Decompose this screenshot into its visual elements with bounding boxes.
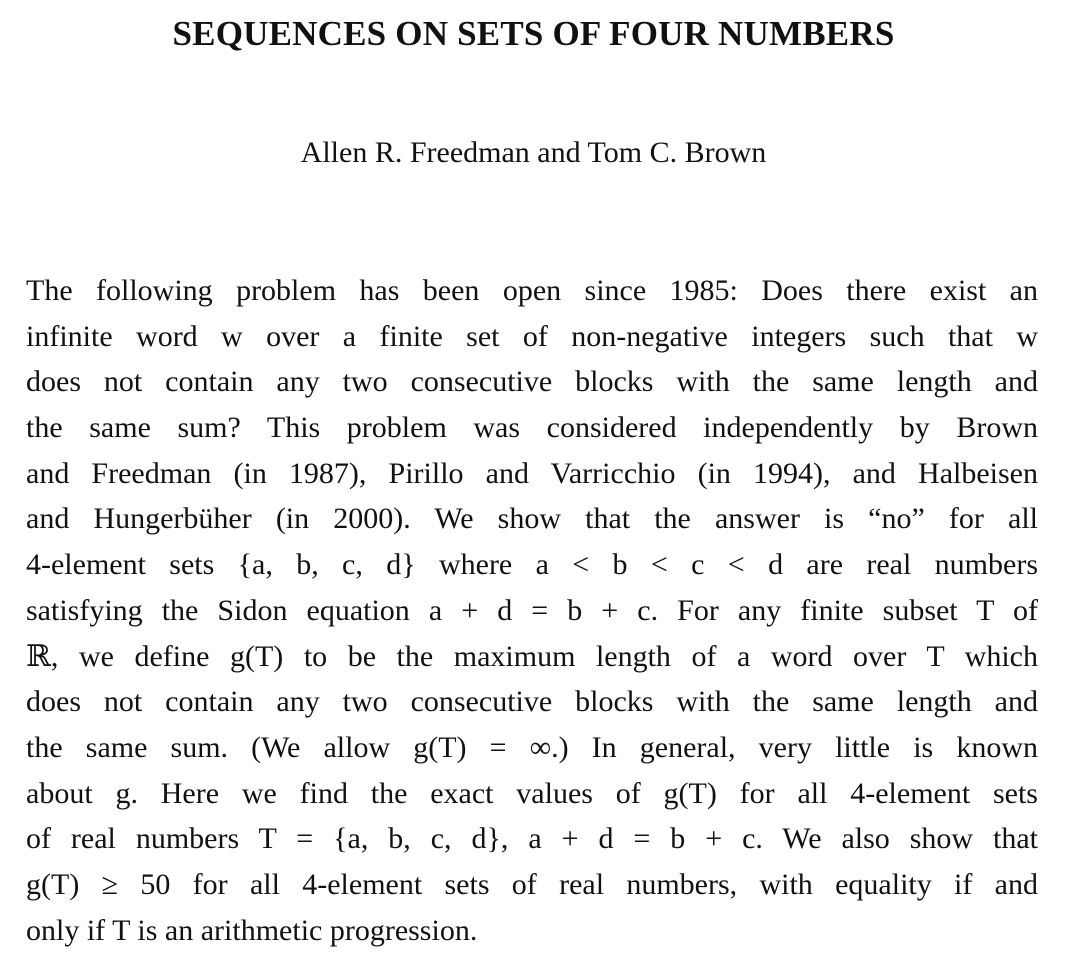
abstract-line: of real numbers T = {a, b, c, d}, a + d = b + c. We also show that — [26, 822, 1038, 856]
paper-title: SEQUENCES ON SETS OF FOUR NUMBERS — [172, 14, 895, 53]
abstract-line: infinite word w over a finite set of non-negative integers such that w — [26, 319, 1038, 353]
abstract-line: satisfying the Sidon equation a + d = b + c. For any finite subset T of — [26, 593, 1038, 627]
abstract — [26, 268, 1038, 953]
abstract-line: does not contain any two consecutive blocks with the same length and — [26, 685, 1038, 719]
abstract-line: and Freedman (in 1987), Pirillo and Varricchio (in 1994), and Halbeisen — [26, 456, 1038, 490]
abstract-line: about g. Here we find the exact values of g(T) for all 4-element sets — [26, 776, 1038, 810]
abstract-line: The following problem has been open since 1985: Does there exist an — [26, 274, 1038, 307]
abstract-line: and Hungerbüher (in 2000). We show that the answer is “no” for all — [26, 502, 1038, 536]
abstract-line: the same sum? This problem was considered independently by Brown — [26, 411, 1038, 445]
abstract-line: g(T) ≥ 50 for all 4-element sets of real numbers, with equality if and — [26, 867, 1038, 901]
paper-authors: Allen R. Freedman and Tom C. Brown — [300, 136, 767, 169]
abstract-line: does not contain any two consecutive blocks with the same length and — [26, 365, 1038, 399]
abstract-line: only if T is an arithmetic progression. — [26, 913, 478, 947]
abstract-line: 4-element sets {a, b, c, d} where a < b < c < d are real numbers — [26, 548, 1038, 582]
abstract-line: ℝ, we define g(T) to be the maximum length of a word over T which — [26, 639, 1038, 673]
abstract-line: the same sum. (We allow g(T) = ∞.) In general, very little is known — [26, 730, 1038, 764]
